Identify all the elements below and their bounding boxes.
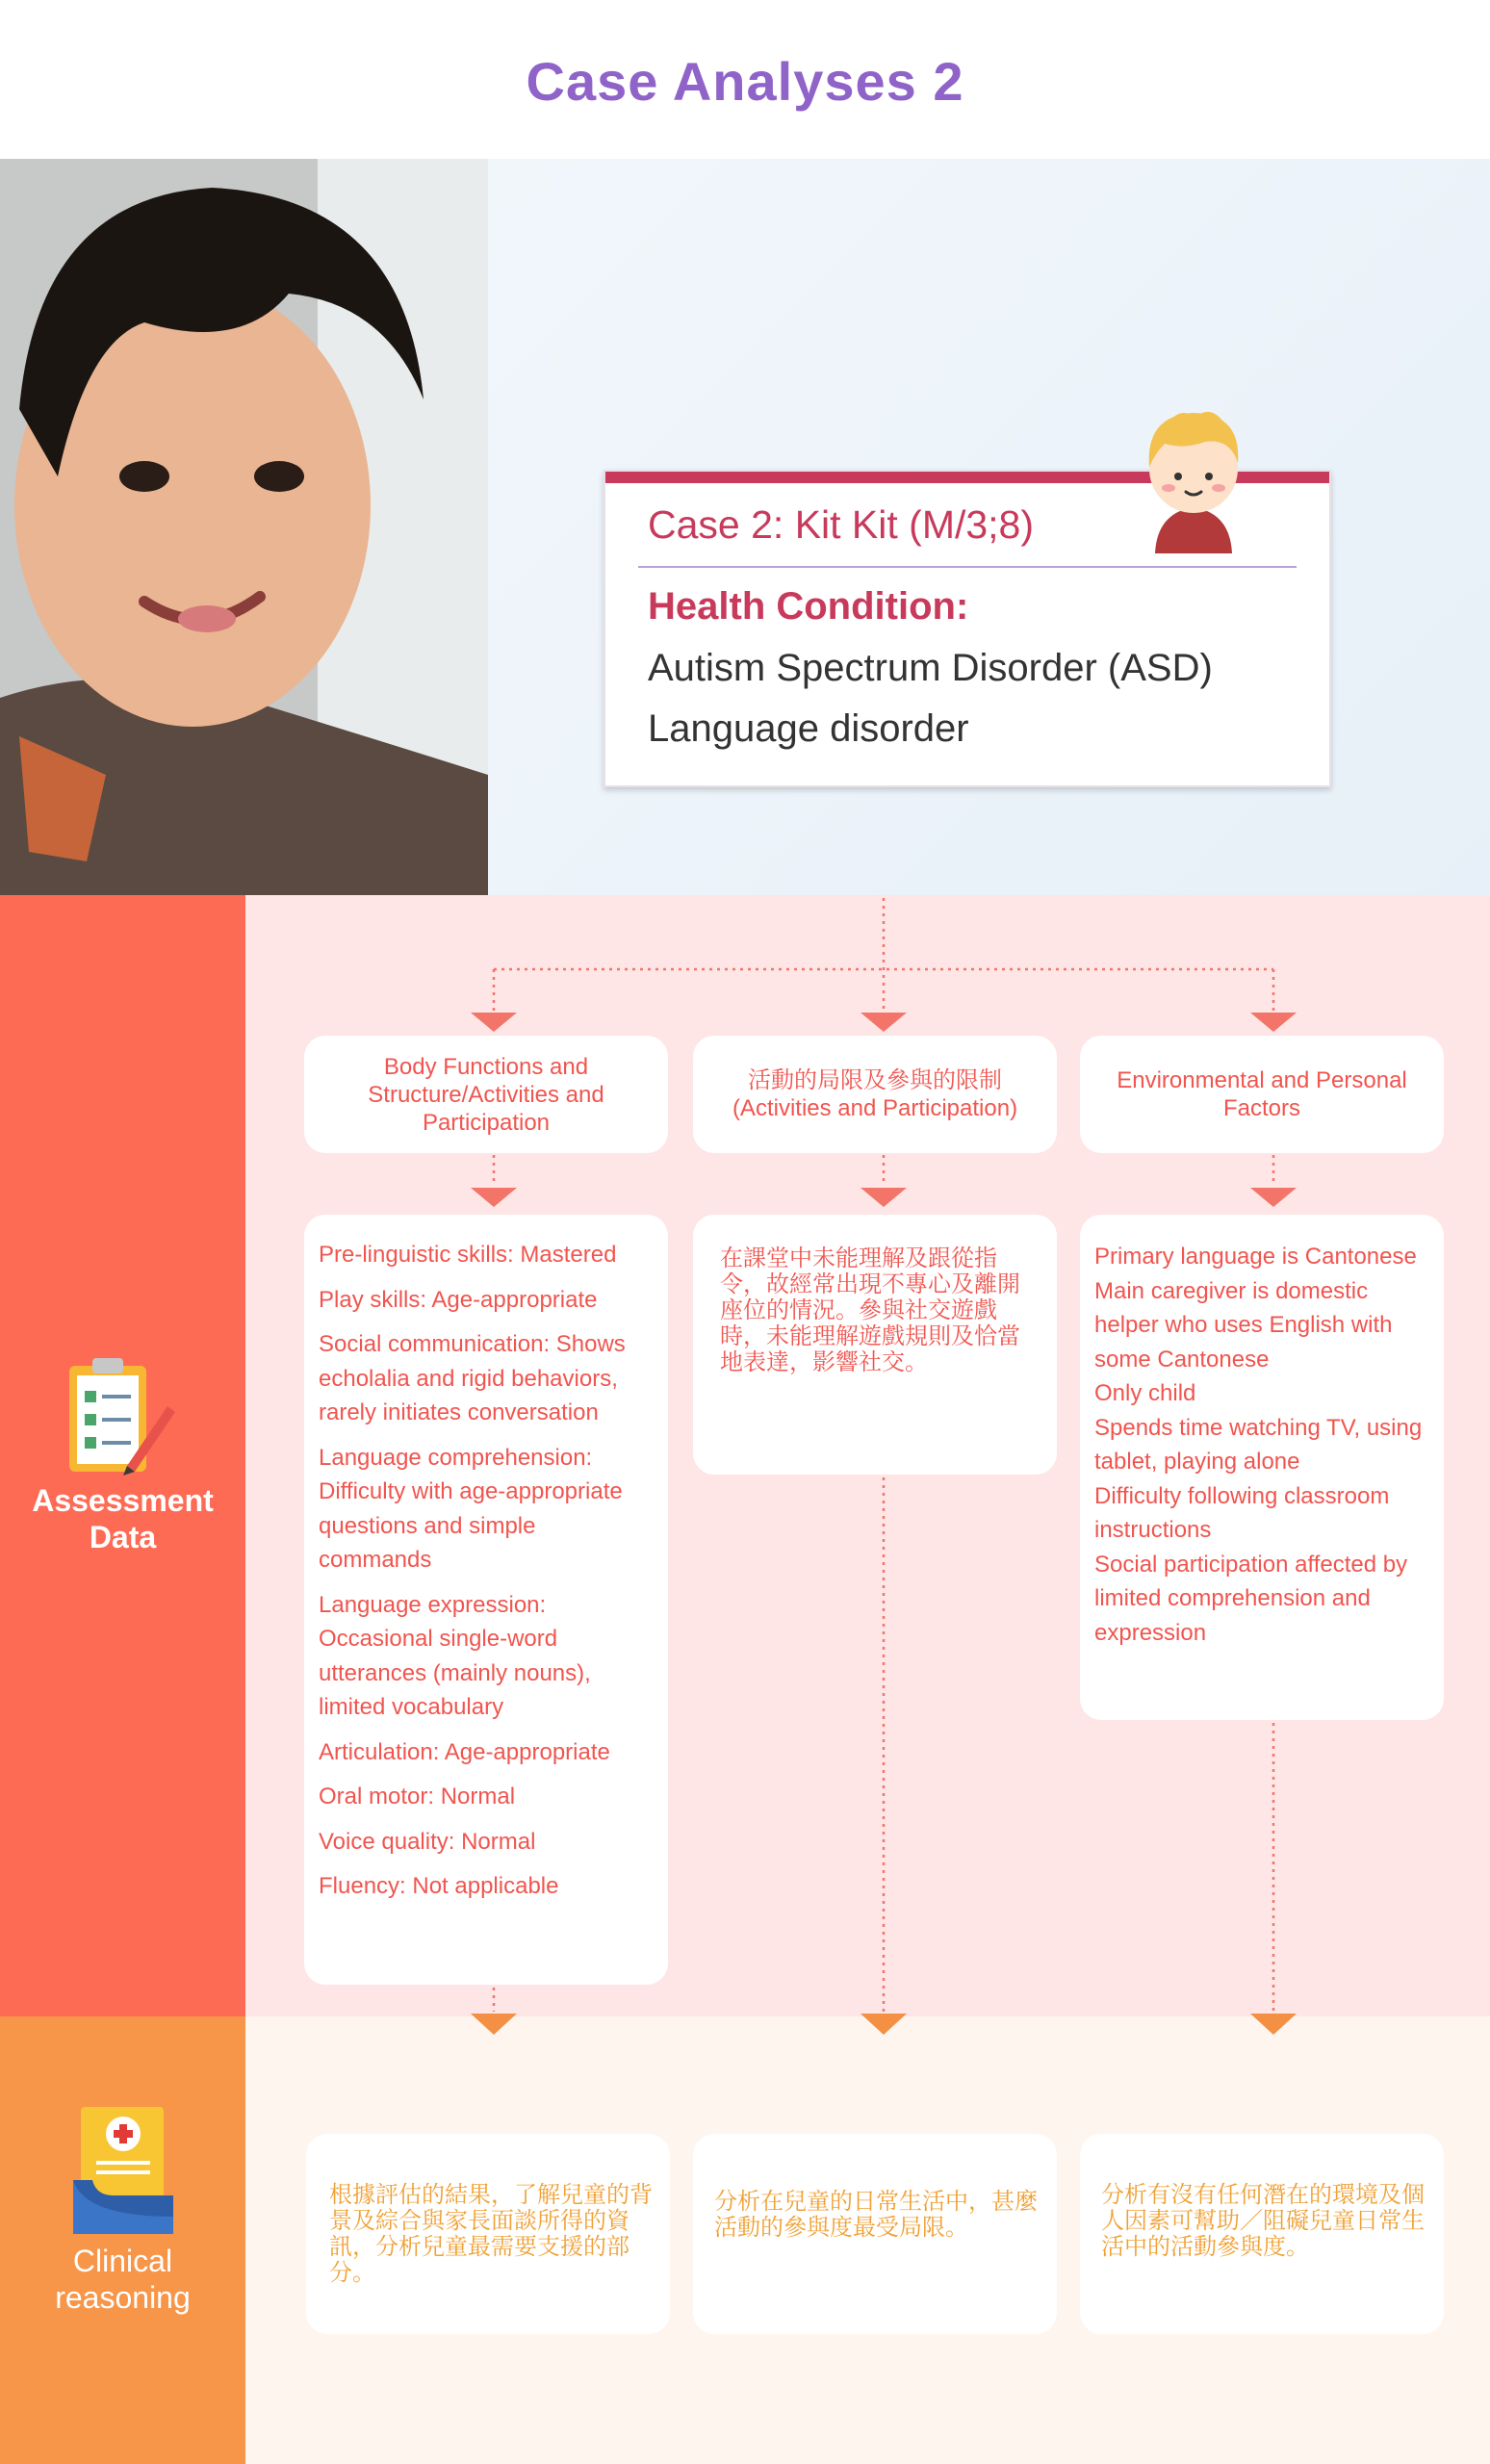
list-item: Articulation: Age-appropriate (319, 1738, 610, 1765)
child-photo-illustration (0, 159, 488, 895)
list-item: Social communication: Shows echolalia and rigid behaviors, rarely initiates conversation (319, 1331, 626, 1425)
list-item: Primary language is Cantonese (1094, 1244, 1417, 1270)
page-title: Case Analyses 2 (526, 51, 964, 112)
clinical-box-environment: 分析有沒有任何潛在的環境及個人因素可幫助／阻礙兒童日常生活中的活動參與度。 (1080, 2134, 1444, 2334)
list-item: Language expression: Occasional single-word utterances (mainly nouns), limited vocabulary (319, 1591, 591, 1720)
case-title: Case 2: Kit Kit (M/3;8) (648, 502, 1035, 547)
health-condition-label: Health Condition: (648, 585, 969, 628)
condition-item: Autism Spectrum Disorder (ASD) (648, 647, 1213, 689)
list-item: Oral motor: Normal (319, 1784, 516, 1810)
list-item: Difficulty following classroom instructions (1094, 1482, 1390, 1543)
clipboard-checklist-icon (60, 1352, 180, 1477)
condition-item: Language disorder (648, 707, 969, 750)
column-header-environmental: Environmental and Personal Factors (1080, 1036, 1444, 1153)
list-item: Social participation affected by limited comprehension and expression (1094, 1551, 1408, 1646)
list-item: Pre-linguistic skills: Mastered (319, 1242, 617, 1268)
list-item: Language comprehension: Difficulty with age-appropriate questions and simple commands (319, 1444, 623, 1573)
assessment-label-line: Assessment (32, 1483, 214, 1518)
clinical-label-line: reasoning (55, 2280, 191, 2315)
list-item: Only child (1094, 1380, 1196, 1406)
medical-report-icon (69, 2103, 177, 2238)
activities-description: 在課堂中未能理解及跟從指令，故經常出現不專心及離開座位的情況。參與社交遊戲時，未能理解遊戲規則及恰當地表達，影響社交。 (693, 1215, 1057, 1475)
body-functions-list (304, 1215, 668, 1985)
column-header-activities: 活動的局限及參與的限制 (Activities and Participation) (693, 1036, 1057, 1153)
list-item: Voice quality: Normal (319, 1828, 536, 1855)
assessment-label (0, 1482, 245, 1555)
environmental-factors-list (1080, 1215, 1444, 1720)
clinical-box-background: 根據評估的結果，了解兒童的背景及綜合與家長面談所得的資訊，分析兒童最需要支援的部分。 (306, 2134, 670, 2334)
assessment-label-line: Data (89, 1520, 157, 1554)
list-item: Spends time watching TV, using tablet, playing alone (1094, 1414, 1423, 1475)
list-item: Fluency: Not applicable (319, 1873, 559, 1899)
clinical-label (0, 2243, 245, 2316)
list-item: Main caregiver is domestic helper who uses English with some Cantonese (1094, 1277, 1393, 1373)
child-photo (0, 159, 488, 895)
boy-avatar-icon (1138, 399, 1249, 553)
clinical-band (0, 2016, 245, 2464)
card-divider (638, 566, 1297, 568)
column-header-body-functions: Body Functions and Structure/Activities and Participation (304, 1036, 668, 1153)
list-item: Play skills: Age-appropriate (319, 1286, 598, 1313)
clinical-box-activities: 分析在兒童的日常生活中，甚麼活動的參與度最受局限。 (693, 2134, 1057, 2334)
clinical-label-line: Clinical (72, 2244, 173, 2278)
